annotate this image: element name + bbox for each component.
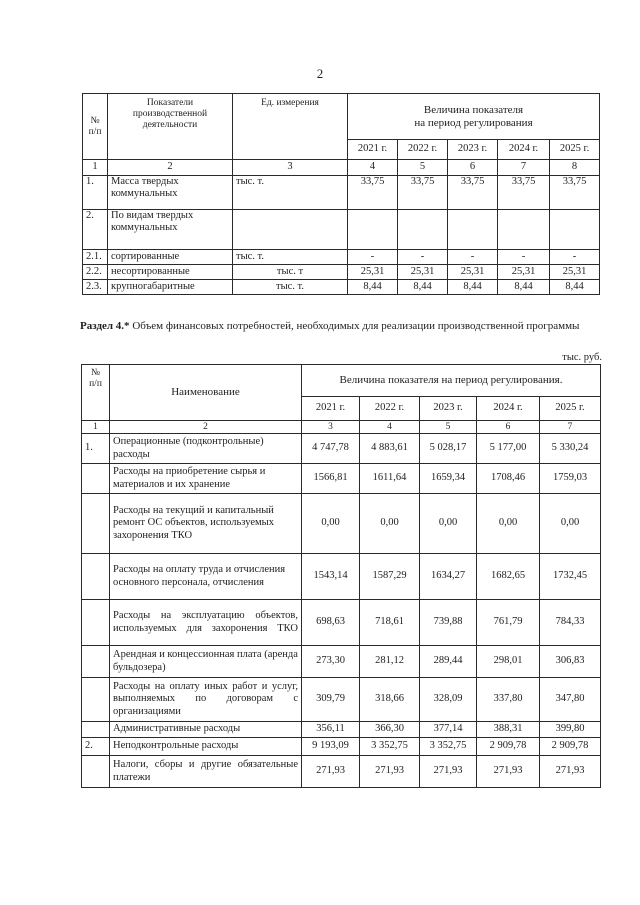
unit-note: тыс. руб. — [562, 352, 602, 363]
production-indicators-table — [82, 93, 600, 295]
row-value: 8,44 — [498, 280, 550, 295]
t1-col-number: 8 — [550, 160, 600, 176]
t1-year: 2023 г. — [448, 140, 498, 160]
table-row — [83, 265, 600, 280]
row-value: 1659,34 — [420, 464, 477, 494]
row-value: - — [398, 250, 448, 265]
t2-col-number: 2 — [110, 421, 302, 434]
t1-col-number: 7 — [498, 160, 550, 176]
row-value: 0,00 — [360, 494, 420, 554]
row-value: 271,93 — [477, 756, 540, 788]
row-name: сортированные — [108, 250, 233, 265]
row-unit — [233, 210, 348, 250]
row-unit: тыс. т — [233, 265, 348, 280]
row-value: - — [550, 250, 600, 265]
t2-year: 2021 г. — [302, 397, 360, 421]
table-row — [82, 722, 601, 738]
table-row — [83, 210, 600, 250]
row-unit: тыс. т. — [233, 280, 348, 295]
row-name: Расходы на эксплуатацию объектов, используемых для захоронения ТКО — [110, 600, 302, 646]
row-value: 718,61 — [360, 600, 420, 646]
row-value: 8,44 — [348, 280, 398, 295]
row-value: 328,09 — [420, 678, 477, 722]
row-value: 784,33 — [540, 600, 601, 646]
row-value: 4 747,78 — [302, 434, 360, 464]
row-name: По видам твердых коммунальных — [108, 210, 233, 250]
row-value: 33,75 — [498, 176, 550, 210]
row-value: 1708,46 — [477, 464, 540, 494]
row-num — [82, 756, 110, 788]
row-value: 2 909,78 — [540, 738, 601, 756]
row-unit: тыс. т. — [233, 250, 348, 265]
row-value: 306,83 — [540, 646, 601, 678]
row-value: 761,79 — [477, 600, 540, 646]
row-value: 289,44 — [420, 646, 477, 678]
row-value: 0,00 — [477, 494, 540, 554]
row-value: 9 193,09 — [302, 738, 360, 756]
table-row — [82, 600, 601, 646]
row-value: 1682,65 — [477, 554, 540, 600]
t2-year: 2025 г. — [540, 397, 601, 421]
t1-col-number: 4 — [348, 160, 398, 176]
row-value: 271,93 — [302, 756, 360, 788]
row-name: Расходы на оплату иных работ и услуг, выполняемых по договорам с организациями — [110, 678, 302, 722]
t1-col-number: 3 — [233, 160, 348, 176]
t2-year: 2024 г. — [477, 397, 540, 421]
t2-col-number: 4 — [360, 421, 420, 434]
row-num: 1. — [83, 176, 108, 210]
row-name: Административные расходы — [110, 722, 302, 738]
t1-col-number: 1 — [83, 160, 108, 176]
t1-header-group: Величина показателя на период регулирования — [348, 94, 600, 140]
row-value: 377,14 — [420, 722, 477, 738]
row-value — [498, 210, 550, 250]
row-value: 33,75 — [448, 176, 498, 210]
row-value: 3 352,75 — [360, 738, 420, 756]
row-name: Расходы на текущий и капитальный ремонт ОС объектов, используемых захоронения ТКО — [110, 494, 302, 554]
row-value: 271,93 — [540, 756, 601, 788]
row-value: 33,75 — [398, 176, 448, 210]
row-value: 0,00 — [420, 494, 477, 554]
row-name: Расходы на оплату труда и отчисления основного персонала, отчисления — [110, 554, 302, 600]
row-value — [550, 210, 600, 250]
row-value: 8,44 — [398, 280, 448, 295]
row-name: Неподконтрольные расходы — [110, 738, 302, 756]
row-value: 273,30 — [302, 646, 360, 678]
row-num — [82, 646, 110, 678]
row-unit: тыс. т. — [233, 176, 348, 210]
t2-year: 2022 г. — [360, 397, 420, 421]
t2-header-name: Наименование — [110, 365, 302, 421]
row-value: 0,00 — [302, 494, 360, 554]
row-num: 2.2. — [83, 265, 108, 280]
row-value: 25,31 — [550, 265, 600, 280]
row-value: 1543,14 — [302, 554, 360, 600]
row-value: 1634,27 — [420, 554, 477, 600]
row-value: 356,11 — [302, 722, 360, 738]
page-number: 2 — [316, 66, 324, 81]
t1-header-unit: Ед. измерения — [233, 94, 348, 160]
row-value: 3 352,75 — [420, 738, 477, 756]
row-value: 25,31 — [498, 265, 550, 280]
row-value: 33,75 — [348, 176, 398, 210]
table-row — [82, 494, 601, 554]
t1-header-num: № п/п — [83, 94, 108, 160]
row-value — [348, 210, 398, 250]
row-value: 739,88 — [420, 600, 477, 646]
section-4-heading — [80, 320, 600, 334]
row-value: 309,79 — [302, 678, 360, 722]
table-row — [82, 678, 601, 722]
row-name: Арендная и концессионная плата (аренда бульдозера) — [110, 646, 302, 678]
row-value: 399,80 — [540, 722, 601, 738]
t1-year: 2024 г. — [498, 140, 550, 160]
section-4-text: Объем финансовых потребностей, необходимых для реализации производственной программы — [132, 320, 580, 332]
row-value: 25,31 — [348, 265, 398, 280]
row-name: крупногабаритные — [108, 280, 233, 295]
table-row — [82, 434, 601, 464]
row-value: - — [448, 250, 498, 265]
t2-year: 2023 г. — [420, 397, 477, 421]
t1-year: 2025 г. — [550, 140, 600, 160]
row-value: 271,93 — [420, 756, 477, 788]
row-value — [448, 210, 498, 250]
row-num: 2. — [83, 210, 108, 250]
row-name: Масса твердых коммунальных — [108, 176, 233, 210]
t2-header-num: № п/п — [82, 365, 110, 421]
t1-col-number: 5 — [398, 160, 448, 176]
row-value: 388,31 — [477, 722, 540, 738]
row-value: 318,66 — [360, 678, 420, 722]
section-4-label: Раздел 4.* — [80, 320, 130, 332]
row-value: 5 028,17 — [420, 434, 477, 464]
row-name: Операционные (подконтрольные) расходы — [110, 434, 302, 464]
row-value: 1566,81 — [302, 464, 360, 494]
row-value: - — [348, 250, 398, 265]
row-value: 337,80 — [477, 678, 540, 722]
row-value: 25,31 — [448, 265, 498, 280]
row-value: 0,00 — [540, 494, 601, 554]
table-row — [82, 756, 601, 788]
row-num: 1. — [82, 434, 110, 464]
row-value: 25,31 — [398, 265, 448, 280]
row-num: 2.3. — [83, 280, 108, 295]
row-value: 1759,03 — [540, 464, 601, 494]
table-row — [83, 250, 600, 265]
row-value: 8,44 — [448, 280, 498, 295]
table-row — [82, 738, 601, 756]
row-num — [82, 554, 110, 600]
row-name: Налоги, сборы и другие обязательные платежи — [110, 756, 302, 788]
t2-col-number: 7 — [540, 421, 601, 434]
t2-header-group: Величина показателя на период регулирования. — [302, 365, 601, 397]
row-value: 298,01 — [477, 646, 540, 678]
t1-col-number: 6 — [448, 160, 498, 176]
t2-col-number: 6 — [477, 421, 540, 434]
row-value: 347,80 — [540, 678, 601, 722]
row-value: 1587,29 — [360, 554, 420, 600]
table-row — [82, 646, 601, 678]
row-name: несортированные — [108, 265, 233, 280]
t2-col-number: 3 — [302, 421, 360, 434]
row-num — [82, 722, 110, 738]
row-value: 1611,64 — [360, 464, 420, 494]
row-value: 4 883,61 — [360, 434, 420, 464]
row-num — [82, 600, 110, 646]
table-row — [82, 464, 601, 494]
row-value: 1732,45 — [540, 554, 601, 600]
row-value: 5 330,24 — [540, 434, 601, 464]
financial-needs-table — [81, 364, 601, 788]
t1-year: 2022 г. — [398, 140, 448, 160]
row-value: 33,75 — [550, 176, 600, 210]
row-num: 2.1. — [83, 250, 108, 265]
row-value: 281,12 — [360, 646, 420, 678]
table-row — [83, 176, 600, 210]
table-row — [82, 554, 601, 600]
t1-header-indicator: Показатели производственной деятельности — [108, 94, 233, 160]
row-value: 698,63 — [302, 600, 360, 646]
row-num: 2. — [82, 738, 110, 756]
row-value: 8,44 — [550, 280, 600, 295]
row-num — [82, 464, 110, 494]
row-value: 2 909,78 — [477, 738, 540, 756]
table-row — [83, 280, 600, 295]
row-value — [398, 210, 448, 250]
row-num — [82, 678, 110, 722]
t2-col-number: 1 — [82, 421, 110, 434]
t1-col-number: 2 — [108, 160, 233, 176]
row-value: 5 177,00 — [477, 434, 540, 464]
row-value: - — [498, 250, 550, 265]
row-name: Расходы на приобретение сырья и материалов и их хранение — [110, 464, 302, 494]
row-num — [82, 494, 110, 554]
row-value: 366,30 — [360, 722, 420, 738]
row-value: 271,93 — [360, 756, 420, 788]
t1-year: 2021 г. — [348, 140, 398, 160]
t2-col-number: 5 — [420, 421, 477, 434]
